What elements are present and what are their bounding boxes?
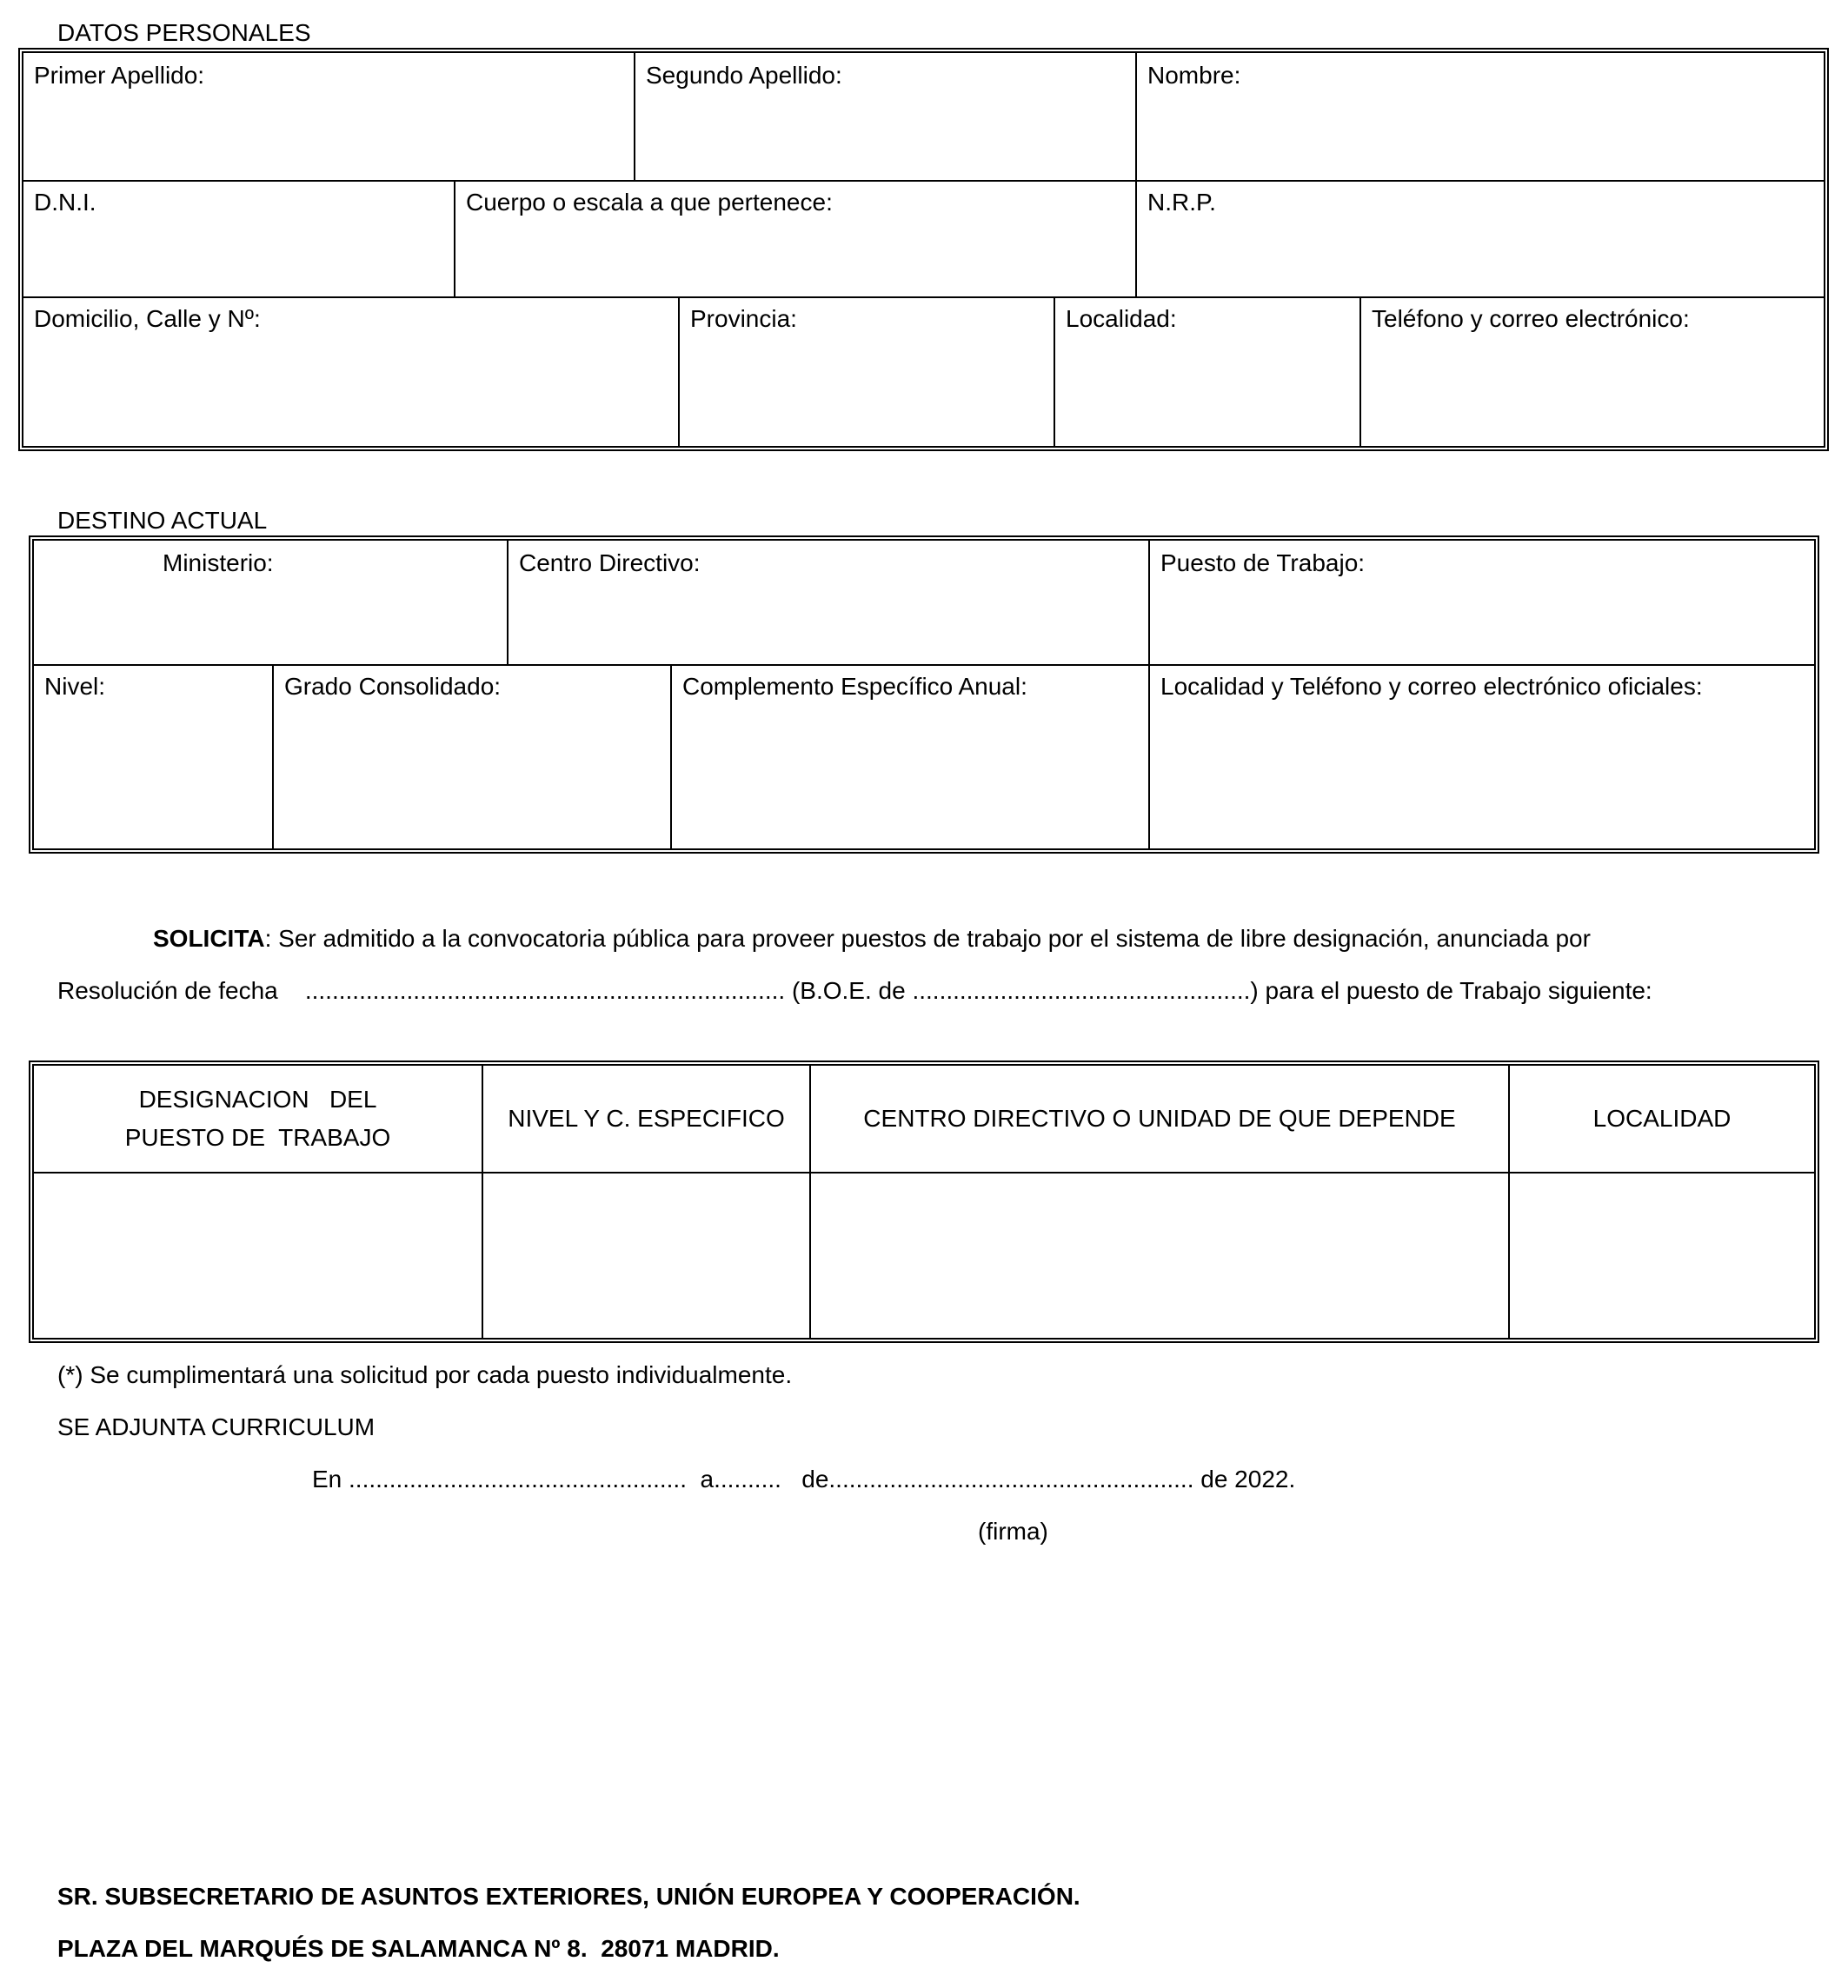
primer-apellido-label: Primer Apellido:: [34, 62, 205, 89]
localidad-field[interactable]: [1054, 296, 1359, 446]
puesto-table: [29, 1060, 1819, 1343]
header-nivel-label: NIVEL Y C. ESPECIFICO: [508, 1105, 785, 1132]
destino-row-2: [34, 664, 1814, 848]
cuerpo-field[interactable]: [454, 180, 1135, 296]
solicita-label: SOLICITA: [153, 925, 265, 952]
localidad-input[interactable]: [1508, 1172, 1814, 1338]
solicita-text: : Ser admitido a la convocatoria pública para proveer puestos de trabajo por el sistema de libre designación, anunciada por: [264, 925, 1591, 952]
ministerio-field[interactable]: [34, 541, 507, 664]
addressee: SR. SUBSECRETARIO DE ASUNTOS EXTERIORES, UNIÓN EUROPEA Y COOPERACIÓN.: [57, 1883, 1080, 1910]
datos-row-2: [23, 180, 1824, 296]
header-designacion: [34, 1066, 482, 1172]
date-line: En .................................................. a.......... de...................................................... de 2022.: [312, 1466, 1296, 1493]
header-localidad-label: LOCALIDAD: [1592, 1105, 1732, 1132]
provincia-field[interactable]: [678, 296, 1054, 446]
localidad-label: Localidad:: [1066, 305, 1177, 332]
datos-row-3: [23, 296, 1824, 446]
telefono-field[interactable]: [1359, 296, 1824, 446]
header-centro-label: CENTRO DIRECTIVO O UNIDAD DE QUE DEPENDE: [863, 1105, 1456, 1132]
header-localidad: [1508, 1066, 1814, 1172]
puesto-table-header: [34, 1066, 1814, 1172]
grado-label: Grado Consolidado:: [284, 673, 502, 700]
ministerio-label: Ministerio:: [163, 549, 274, 576]
segundo-apellido-field[interactable]: [634, 53, 1135, 180]
puesto-trabajo-field[interactable]: [1148, 541, 1814, 664]
segundo-apellido-label: Segundo Apellido:: [646, 62, 842, 89]
localidad-oficial-field[interactable]: [1148, 664, 1814, 848]
designacion-input[interactable]: [34, 1172, 482, 1338]
nombre-label: Nombre:: [1147, 62, 1241, 89]
nrp-label: N.R.P.: [1147, 189, 1216, 216]
puesto-trabajo-label: Puesto de Trabajo:: [1160, 549, 1366, 576]
localidad-oficial-label: Localidad y Teléfono y correo electrónico oficiales:: [1160, 673, 1703, 700]
centro-input[interactable]: [809, 1172, 1508, 1338]
provincia-label: Provincia:: [690, 305, 797, 332]
nivel-field[interactable]: [34, 664, 272, 848]
destino-row-1: [34, 541, 1814, 664]
header-nivel: [482, 1066, 809, 1172]
header-designacion-line2: PUESTO DE TRABAJO: [124, 1124, 391, 1151]
solicita-line-2: Resolución de fecha ....................................................................... (B.O.E. de ..................................................) para el puesto de Trabajo siguiente:: [57, 977, 1652, 1004]
nrp-field[interactable]: [1135, 180, 1824, 296]
nivel-input[interactable]: [482, 1172, 809, 1338]
firma-label: (firma): [978, 1518, 1048, 1545]
section-title-destino-actual: DESTINO ACTUAL: [57, 507, 268, 534]
dni-field[interactable]: [23, 180, 454, 296]
centro-directivo-field[interactable]: [507, 541, 1148, 664]
dni-label: D.N.I.: [34, 189, 96, 216]
header-centro: [809, 1066, 1508, 1172]
nivel-label: Nivel:: [44, 673, 106, 700]
datos-personales-form: [18, 48, 1829, 451]
curriculum-text: SE ADJUNTA CURRICULUM: [57, 1413, 376, 1440]
solicita-line-1: [153, 925, 1591, 953]
complemento-label: Complemento Específico Anual:: [682, 673, 1027, 700]
domicilio-label: Domicilio, Calle y Nº:: [34, 305, 261, 332]
telefono-label: Teléfono y correo electrónico:: [1372, 305, 1690, 332]
section-title-datos-personales: DATOS PERSONALES: [57, 19, 311, 46]
nombre-field[interactable]: [1135, 53, 1824, 180]
cuerpo-label: Cuerpo o escala a que pertenece:: [466, 189, 833, 216]
domicilio-field[interactable]: [23, 296, 678, 446]
puesto-table-row: [34, 1172, 1814, 1338]
primer-apellido-field[interactable]: [23, 53, 634, 180]
address: PLAZA DEL MARQUÉS DE SALAMANCA Nº 8. 28071 MADRID.: [57, 1935, 780, 1962]
complemento-field[interactable]: [670, 664, 1148, 848]
header-designacion-line1: DESIGNACION DEL: [138, 1086, 377, 1113]
grado-field[interactable]: [272, 664, 670, 848]
datos-row-1: [23, 53, 1824, 180]
centro-directivo-label: Centro Directivo:: [519, 549, 701, 576]
destino-actual-form: [29, 535, 1819, 854]
note-text: (*) Se cumplimentará una solicitud por cada puesto individualmente.: [57, 1361, 793, 1388]
